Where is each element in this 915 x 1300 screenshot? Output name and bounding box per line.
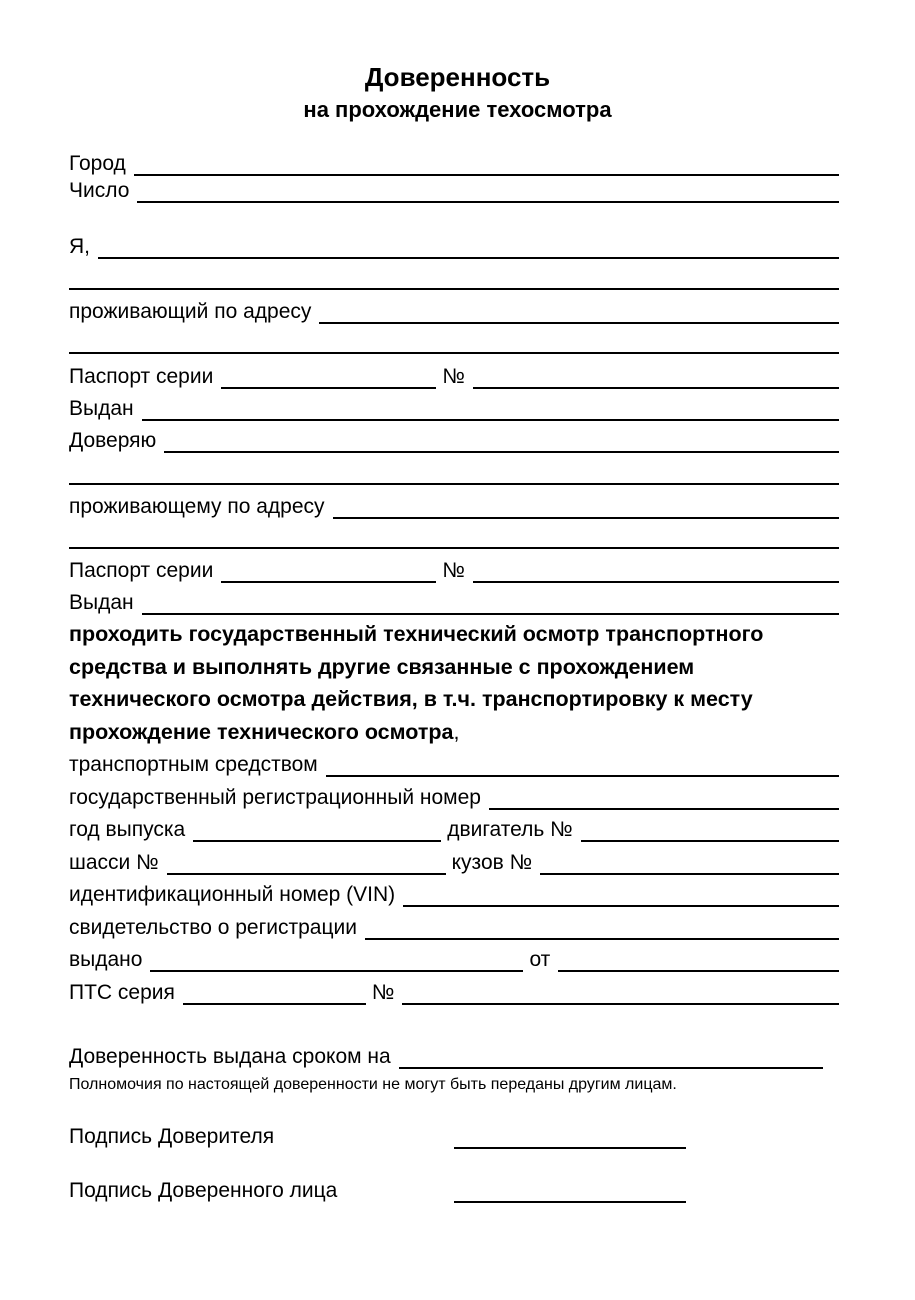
agent-issued-field[interactable] bbox=[142, 585, 839, 615]
document-title: Доверенность bbox=[364, 62, 551, 92]
authority-line: средства и выполнять другие связанные с прохождением bbox=[69, 654, 695, 679]
year-label: год выпуска bbox=[69, 818, 186, 841]
agent-name-field-continued[interactable] bbox=[69, 483, 839, 485]
chassis-body-row bbox=[69, 847, 839, 875]
reg-number-row bbox=[69, 782, 839, 810]
date-label: Число bbox=[69, 179, 130, 202]
agent-issued-row bbox=[69, 587, 839, 615]
year-engine-row bbox=[69, 814, 839, 842]
principal-address-field-continued[interactable] bbox=[69, 352, 839, 354]
vin-field[interactable] bbox=[403, 877, 839, 907]
from-label: от bbox=[529, 948, 551, 971]
term-row bbox=[69, 1041, 823, 1069]
agent-signature-label: Подпись Доверенного лица bbox=[69, 1179, 338, 1202]
agent-signature-field[interactable] bbox=[454, 1201, 686, 1203]
vin-row bbox=[69, 879, 839, 907]
principal-address-field[interactable] bbox=[319, 294, 839, 324]
date-field[interactable] bbox=[137, 173, 839, 203]
trust-label: Доверяю bbox=[69, 429, 157, 452]
principal-name-field[interactable] bbox=[98, 229, 839, 259]
authority-paragraph bbox=[69, 618, 849, 748]
principal-address-label: проживающий по адресу bbox=[69, 300, 312, 323]
issued-label: выдано bbox=[69, 948, 143, 971]
agent-passport-series-label: Паспорт серии bbox=[69, 559, 214, 582]
reg-certificate-row bbox=[69, 912, 839, 940]
principal-address-row bbox=[69, 296, 839, 324]
date-row bbox=[69, 175, 839, 203]
engine-field[interactable] bbox=[581, 812, 839, 842]
agent-passport-series-field[interactable] bbox=[221, 553, 436, 583]
pts-row bbox=[69, 977, 839, 1005]
chassis-field[interactable] bbox=[167, 845, 446, 875]
authority-comma: , bbox=[453, 719, 460, 744]
city-field[interactable] bbox=[134, 146, 839, 176]
transfer-note: Полномочия по настоящей доверенности не могут быть переданы другим лицам. bbox=[69, 1076, 677, 1093]
trust-row bbox=[69, 425, 839, 453]
body-label: кузов № bbox=[451, 851, 533, 874]
principal-passport-number-field[interactable] bbox=[473, 359, 839, 389]
term-label: Доверенность выдана сроком на bbox=[69, 1045, 391, 1068]
principal-name-field-continued[interactable] bbox=[69, 288, 839, 290]
issued-field[interactable] bbox=[150, 942, 523, 972]
vehicle-label: транспортным средством bbox=[69, 753, 318, 776]
principal-passport-series-label: Паспорт серии bbox=[69, 365, 214, 388]
agent-address-row bbox=[69, 491, 839, 519]
agent-passport-number-field[interactable] bbox=[473, 553, 839, 583]
reg-number-label: государственный регистрационный номер bbox=[69, 786, 481, 809]
vehicle-field[interactable] bbox=[326, 747, 839, 777]
authority-line: проходить государственный технический осмотр транспортного bbox=[69, 622, 764, 646]
authority-line-last bbox=[69, 716, 849, 749]
reg-certificate-field[interactable] bbox=[365, 910, 839, 940]
pts-series-label: ПТС серия bbox=[69, 981, 175, 1004]
agent-passport-number-label: № bbox=[442, 559, 465, 582]
principal-issued-label: Выдан bbox=[69, 397, 134, 420]
document-subtitle: на прохождение техосмотра bbox=[303, 97, 612, 122]
pts-number-label: № bbox=[371, 981, 395, 1004]
term-field[interactable] bbox=[399, 1039, 823, 1069]
city-row bbox=[69, 148, 839, 176]
principal-issued-row bbox=[69, 393, 839, 421]
agent-address-field[interactable] bbox=[333, 489, 839, 519]
pts-series-field[interactable] bbox=[183, 975, 366, 1005]
agent-address-field-continued[interactable] bbox=[69, 547, 839, 549]
principal-passport-number-label: № bbox=[442, 365, 465, 388]
issued-from-row bbox=[69, 944, 839, 972]
agent-name-field[interactable] bbox=[164, 423, 839, 453]
principal-issued-field[interactable] bbox=[142, 391, 839, 421]
authority-line-text: прохождение технического осмотра bbox=[69, 719, 454, 744]
principal-passport-series-field[interactable] bbox=[221, 359, 436, 389]
pts-number-field[interactable] bbox=[402, 975, 839, 1005]
reg-certificate-label: свидетельство о регистрации bbox=[69, 916, 357, 939]
year-field[interactable] bbox=[193, 812, 441, 842]
authority-line: технического осмотра действия, в т.ч. транспортировку к месту bbox=[69, 687, 753, 711]
vehicle-row bbox=[69, 749, 839, 777]
agent-passport-row bbox=[69, 555, 839, 583]
reg-number-field[interactable] bbox=[489, 780, 839, 810]
principal-row bbox=[69, 231, 839, 259]
agent-address-label: проживающему по адресу bbox=[69, 495, 325, 518]
body-field[interactable] bbox=[540, 845, 839, 875]
principal-signature-field[interactable] bbox=[454, 1147, 686, 1149]
agent-issued-label: Выдан bbox=[69, 591, 134, 614]
principal-label: Я, bbox=[69, 235, 90, 258]
principal-signature-label: Подпись Доверителя bbox=[69, 1125, 275, 1148]
from-field[interactable] bbox=[558, 942, 839, 972]
city-label: Город bbox=[69, 152, 126, 175]
principal-passport-row bbox=[69, 361, 839, 389]
engine-label: двигатель № bbox=[447, 818, 573, 841]
vin-label: идентификационный номер (VIN) bbox=[69, 883, 396, 906]
chassis-label: шасси № bbox=[69, 851, 159, 874]
